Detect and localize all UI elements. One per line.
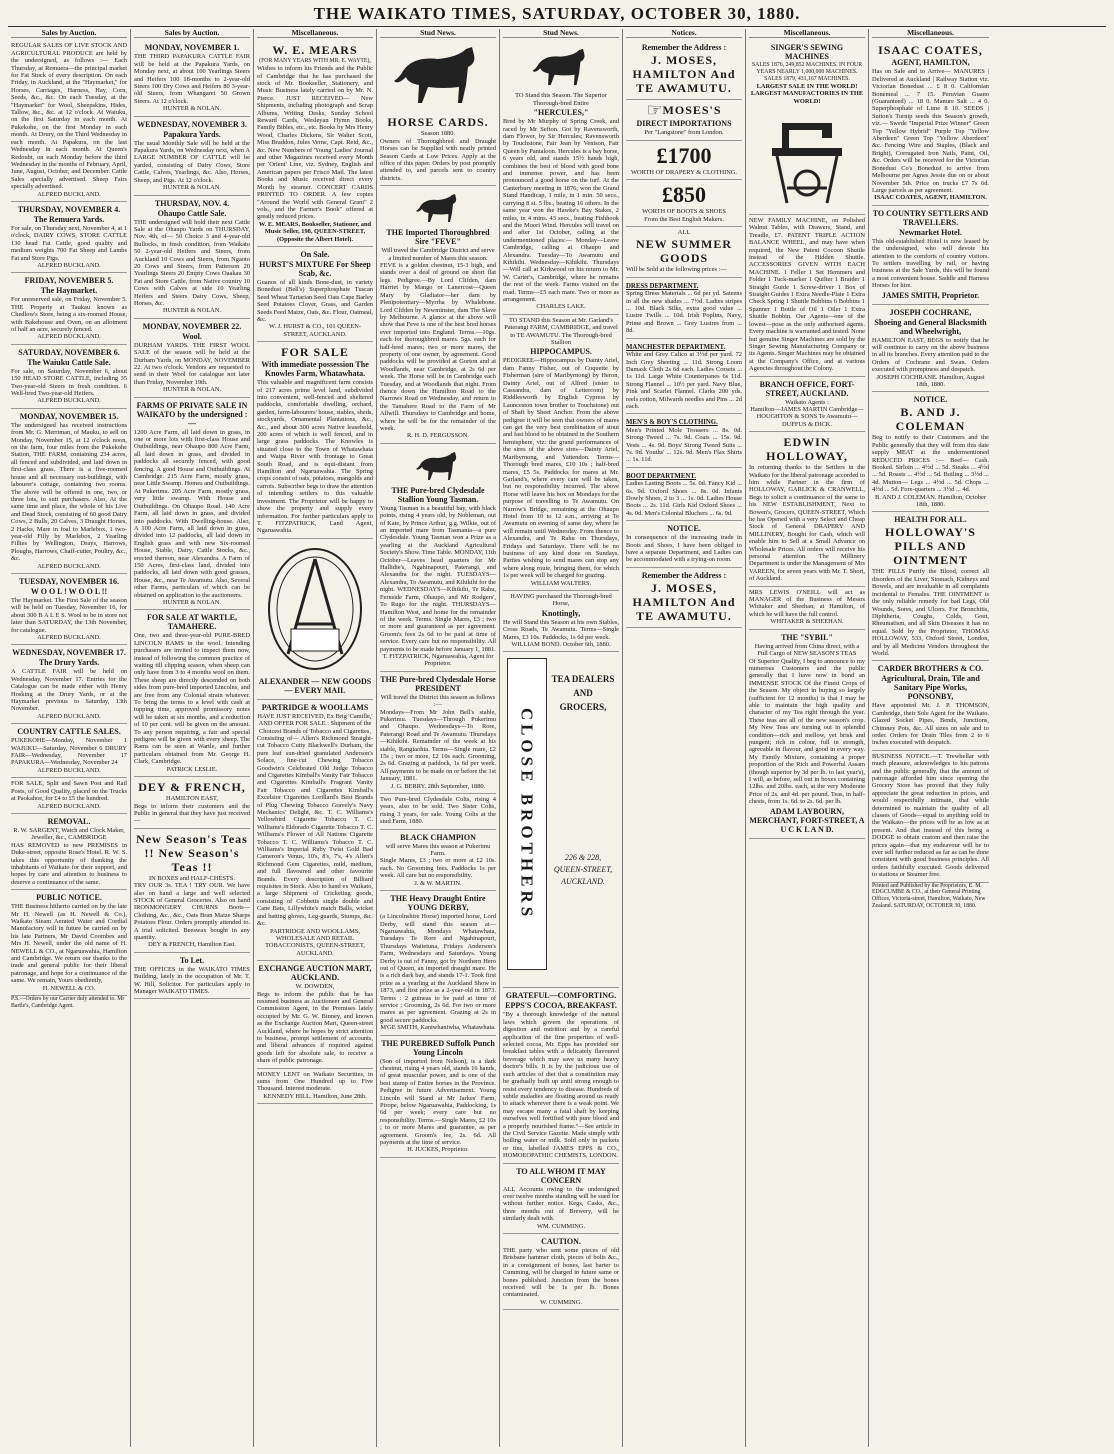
ad-moses-notice xyxy=(626,521,742,568)
ad-removal xyxy=(11,814,127,890)
ad-title: "HERCULES," xyxy=(533,108,589,118)
ad-title: WEDNESDAY, NOVEMBER 3. xyxy=(137,119,247,129)
column-heading: Notices. xyxy=(626,29,742,38)
ad-trewhellar xyxy=(872,751,989,883)
ad-text: Young Tasman is a beautiful bay, with black points, rising 4 years old, by Nobleman, out of Kate, by Prince Arthur, g.g. Wilkie, out of an imported mare from Tasmania—a pure Clydesdale. Young Tasman won a Prize as a yearling at the Auckland Agricultural Society's Show. Time Table. MONDAY, 11th October—Leaves head quarters for Mr Hallidie's, Ngahinapouri, Paterangi, and Alexandra for the night. TUESDAYS—Alexandra, To Awamutu, and Kihikihi for the night. WEDNESDAYS—Kihikihi, Te Rahu, Fernside Farm, Ohaupo, and Mr Rodgers', To Rugo for the night. THURSDAYS—Hamilton West, and home for the remainder of the week. Terms. Single Mares, £3 ; two or more and guaranteed as per agreement. Groom's fees 2s 6d to be paid at time of service. Every care but no responsibility. All payments to be made before January 1, 1881. xyxy=(380,504,496,653)
ad-wool xyxy=(11,574,127,645)
ad-sign: HUNTER & NOLAN. xyxy=(162,386,222,394)
ad-holloways-pills xyxy=(872,512,989,661)
ad-title: THE Imported Thoroughbred Sire "FEVE" xyxy=(386,228,490,247)
ad-sign: H. NEWELL & CO. xyxy=(42,984,96,992)
ad-sign: W. J. HURST & CO., 101 QUEEN-STREET, AUCKLAND. xyxy=(269,323,361,338)
ad-title: MONDAY, NOVEMBER 1. xyxy=(144,43,240,53)
banner-text: CLOSE BROTHERS xyxy=(517,708,537,921)
pointing-hand-icon: ☞ xyxy=(646,99,663,120)
ad-text: (a Lincolnshire Horse) imported horse, Lord Derby, will stand this season at— Ngaruawahia, Mondays Whatawhata, Tuesdays Te Rore and Ngahinapouri, Thursdays Waitetuna, Fridays Anderson's Farm, Wednesdays and Saturdays. Young Derby is out of Fanny, got by Northern Hero out of Queen, an imported draught mare. He is a rich dark bay, and stands 17-1. Took first prize as a yearling at the Auckland Show in 1873, and first prize as a 2-year-old in 1873. Terms : 2 guineas to be paid at time of service ; Grooming, 2s 6d. For two or more mares as per agreement. Grazing at 2s in good secure paddocks. xyxy=(380,913,496,1024)
ad-title: SATURDAY, NOVEMBER 6. xyxy=(18,347,120,357)
ad-text: In returning thanks to the Settlers in the Waikato for the liberal patronage accorded to him while Partner in the firm of HOLLOWAY, GARLICK & CRANWELL, Begs to solicit a continuance of the same to his NEW ESTABLISHMENT, Next to Bowen's, Grocers, QUEEN-STREET, Which he has Opened with a very Select and Cheap Stock of General DRAPERY AND MILLINERY, Bought for Cash, which will enable him to Sell at a Small Advance on Wholesale Prices. All orders will receive his personal attention. The Millinery Department is under the Management of Mrs VAREEN, for seven years with Mr. T. Short, of Auckland. xyxy=(749,464,865,583)
ad-sign: PATRICK LESLIE. xyxy=(166,765,218,773)
ad-text: A CATTLE FAIR will be held on Wednesday, November 17. Entries for the Catalogue can be made either with Henry Hosking at the Drury Yards, or at the Haymarket previous to Saturday, 13th November. xyxy=(11,668,127,713)
ad-title: BLACK CHAMPION xyxy=(400,832,476,842)
ad-title: FOR SALE xyxy=(281,345,349,360)
ad-text: Will be Sold at the following prices :— xyxy=(626,266,727,274)
ad-subtitle: TO STAND this Season at Mr. Garland's Paterangi FARM, CAMBRIDGE, and travel to TE AWAMUTU. The Thorough-bred Stallion xyxy=(504,316,618,346)
ad-sign: ALFRED BUCKLAND. xyxy=(37,712,101,720)
ad-subtitle: (FOR MANY YEARS WITH MR. E. WAYTE), xyxy=(259,58,371,65)
ad-text: Spring Dress Materials ... 6d per yd. Sateens in all the new shades ... 7½d. Ladies stripes ... 10d. Black Silks, extra good value ... Lustre Twills ... 10d. Irish Poplins, Navy, Prime and Brown ... Grey Lustres from ... 8d. xyxy=(626,290,742,335)
ad-text: J. MOSES, HAMILTON And TE AWAMUTU. xyxy=(632,53,736,96)
ad-title: BRANCH OFFICE, FORT-STREET, AUCKLAND. xyxy=(759,379,855,398)
dept-title: BOOT DEPARTMENT. xyxy=(626,472,697,480)
ad-text: (Son of imported from Nelson), is a dark chestnut, rising 4 years old, stands 16 hands, of great muscular power, and is one of the best stamp of Entire horses in the Province. Pedigree in future Advertisement. Young Lincoln will Stand at Mr Jarkes' Farm, Pirope, below Ngaruawahia, Paddocking, 1s 6d per week; every care but no responsibility. Terms.—Single Mares, £2 10s ; to or more Mares and guarantee, as per agreement. Groom's fee, 2s. 6d. All payments at the time of service. xyxy=(380,1057,496,1147)
ad-text: Of Superior Quality, I beg to announce to my numerous Customers and the public generally that I have now in bond an IMMENSE STOCK Of the Finest Crops of the Season. My object in buying so largely (sufficient for 12 months) is that I may be able to maintain the high quality and character of my Tea right through the year. These teas are all of the new season's crop. My New Teas are turning out in splendid condition—rich and mellow, yet brisk and pungent; rich in colour, full in strength, agreeable in flavour, and good in every way. My Family Mixture, containing a proper proportion of the Rich and Powerful Assam (though superior by 3d per lb. to last year's), I will, as before, sell out in boxes containing 12lbs. and 20lbs. each, at the very Moderate Price of 2s. and 4d. per pound. Teas, in half-chests, from 1s. 6d. to 2s. 6d. per lb. xyxy=(749,657,865,806)
ad-text: The undersigned has received instructions from Mr. G. Merriman, of Mauku, to sell on Monday, November 15, at 12 o'clock noon, on the farm, four miles from the Pukekohe Station, THE FARM, containing 234 acres, all fenced and subdivided, and laid down in first-class grass. There is a five-roomed house and all necessary out-buildings, with labourer's cottage, containing two rooms. The above will be offered in one, two, or three lots, to suit purchasers. Also, At the same time and place, the whole of his Live and Dead Stock, consisting of 60 good Dairy Cows, 2 Bulls, 20 Calves, 3 Draught Horses, 2 Hacks, Mare in foal to Marlebox, 1 two-year-old Filly by Marlebox, 2 Yearling Fillies by Wellington, Drays, Harrows, Ploughs, Harrows, Chaff-cutter, Poultry, &c., &c. xyxy=(11,421,127,563)
ad-subtitle: Will travel the District this season as follows :— xyxy=(380,693,496,709)
ad-title: On Sale. xyxy=(300,249,330,259)
ad-mears xyxy=(257,40,373,247)
ad-subtitle: FOR SALE AT WARTLE, TAMAHERE. xyxy=(147,613,237,632)
column-5 xyxy=(500,29,623,1447)
horse-icon xyxy=(408,449,468,483)
ad-hercules xyxy=(503,40,619,314)
column-heading: Stud News. xyxy=(503,29,619,38)
ad-subtitle: AGENT, HAMILTON, xyxy=(891,58,970,68)
ad-subtitle: Having arrived from China direct, with a Full Cargo of NEW SEASON'S TEAS xyxy=(754,642,860,658)
ad-subtitle: TEA DEALERS AND GROCERS, xyxy=(551,674,615,713)
ad-alexander-emblem xyxy=(257,539,373,700)
ad-subtitle: EPPS'S COCOA, BREAKFAST. xyxy=(505,1001,617,1011)
sewing-machine-icon xyxy=(757,108,857,208)
ad-subtitle: With immediate possession The Knowles Farm, Whatawhata. xyxy=(261,360,369,379)
ad-text: Ladies Lasting Boots ... 5s. 0d. Fancy Kid ... 6s. 9d. Oxford Shoes ... 8s. 0d. Infants Dowly Shoes, 2 to 3 ... 1s. 0d. Ladies House Boots ... 2s. 11d. Girls Kid Oxford Shoes ... 4s. 0d. Men's Colonial Bluchers ... 6s. 9d. xyxy=(626,480,742,517)
ad-sign: ALFRED BUCKLAND. xyxy=(37,634,101,641)
ad-sign: ALFRED BUCKLAND. xyxy=(37,333,101,341)
ad-text: Guanos of all kinds Bone-dust, in variety Bonedust (Bell's) Superphosphate Tuscan Seed Wheat Tartarian Seed Oats Cape Barley Seed Potatoes Clover, Grass, and Garden Seeds Feed Maize, Oats, &c. Flour, Oatmeal, &c. xyxy=(257,278,373,323)
ad-subtitle: Ohaupo Cattle Sale. xyxy=(157,208,227,218)
ad-drury xyxy=(11,645,127,724)
ad-sign: J. & W. MARTIN. xyxy=(414,879,462,887)
ad-sign: W. E. MEARS, Bookseller, Stationer, and Music Seller, 198, QUEEN-STREET, (Opposite the Albert Hotel). xyxy=(258,220,372,243)
ad-sign: WILLIAM BOND. October 6th, 1880. xyxy=(511,641,611,649)
ad-singer xyxy=(749,40,865,215)
ad-title: TUESDAY, NOVEMBER 16. xyxy=(19,576,119,586)
ad-text: REGULAR SALES OF LIVE STOCK AND AGRICULTURAL PRODUCE are held by the undersigned, as follows :— Each Thursday, at Remuera—the principal market for Fat Stock of every description. On each Friday, in Auckland, at the "Haymarket," for Horses, Carriages, Harness, Hay, Corn, Seeds, &c., &c. On each Tuesday, at the "Haymarket" for Wool, Sheepskins, Hides, Tallow, &c., &c. at 12 o'clock. At Waiuku, on the first Saturday in each month. At Pukekohe, on the first Monday in each month. At Drury, on the Third Wednesday in each month. At Papakura, on the last Wednesday in each month. At Queen's Redoubt, on each Monday before the third Wednesday in the months of February, April, June, August, October, and December. Cattle Sales specially advertised. Sheep Fairs specially advertised. xyxy=(11,42,127,191)
ad-sign: ALFRED BUCKLAND. xyxy=(37,766,101,774)
ad-title: THURSDAY, NOV. 4. xyxy=(154,198,230,208)
ad-subtitle: The Remuera Yards. xyxy=(33,214,105,224)
ad-title: PARTRIDGE & WOOLLAMS xyxy=(261,702,369,712)
ad-title: REMOVAL. xyxy=(47,816,91,826)
ad-money-lent xyxy=(257,1069,373,1105)
ad-amount-boots xyxy=(626,180,742,227)
ad-text: Consisting of— Allen's Richmond Straight-cut Tobacco Cutty Blackwell's Durham, the pure leaf sun-dried granulated Anderson's Solace, fine-cut Chewing Tobacco Goodwin's Celebrated Old Judge Tobacco and Cigarettes Kimball's Vanity Fair Tobacco and Cigarettes Kimball's Fragrant Vanity Fair Tobacco and Cigarettes Kimball's Excelsior Cigarettes Lorillard's Best Brands of Plug Chewing Tobacco Gravely's Navy Mechanics' Delight, &c. T. C. Williams's Yellowbird Cigarette Tobacco T. C. Williams's Eldorado Cigarette Tobacco T. C. Williams's Flower of All Nations Cigarette Tobacco T. C. Williams's Tobacco T. C. Williams's Imperial Ruby Twist Gold Bad Cameron's Venus, 10's, 8's, 7's, 4's Allen's Richmond Gem Cigarettes, mild, medium, and full flavoured and other favourite Brands. Every description of Billiard requisites in Stock. Also to hand ex Waikato, a large Shipment of Cricketing goods, consisting of Cobbetts single double and Cane Bats, Lillywhite's match Balls, wicket and batting gloves, Leg-guards, Stumps, &c. &c. xyxy=(257,734,374,928)
ad-hippocampus xyxy=(503,315,619,591)
ad-title: EXCHANGE AUCTION MART, AUCKLAND. xyxy=(258,964,372,983)
ad-subtitle: Will travel the Cambridge District and serve a limited number of Mares this season. xyxy=(381,247,495,262)
ad-knowles-farm xyxy=(257,342,373,539)
columns xyxy=(8,29,1106,1447)
ad-text: NEW FAMILY MACHINE, on Polished Walnut Tables, with Drawers, Stand, and Treadle, £7. PATENT TRIPLE ACTION BALANCE WHEEL, and may have when required, the New Patent Cocoon Shuttle instead of the Hidden Shuttle. ACCESSORIES GIVEN WITH EACH MACHINE. 1 Feller 1 Set Hemmers and Folder 1 Tuck-marker 1 Quilter 1 Braider 1 Straight Guide 1 Screw-driver 1 Box of Straight Guides 1 Extra Needle-Plate 1 Extra Check Spring 1 Shuttle Bobbins 6 Bobbins 1 Spanner 1 Bottle of Oil 1 Oiler 1 Extra Shuttle Bobbin. Our Agents—one of the lowest—pose as the only authorised agents. Every machine is warranted and tested. None but genuine Singer Machines are sold by the Singer Sewing Manufacturing Company or its Agents. Singer Machines may be obtained at the Company's Office, and at various Agencies throughout the Colony. xyxy=(749,217,865,373)
ad-sign: HUNTER & NOLAN. xyxy=(162,105,222,113)
ad-subtitle: The Haymarket. xyxy=(40,286,98,296)
ad-text: For unreserved sale, on Friday, November 5. THE Property at Taukau known as Chedlow's Store, being a six-roomed House, with Bakehouse and Oven, on an allotment of half an acre, securely fenced. xyxy=(11,296,127,333)
ad-boot-dept xyxy=(626,468,742,521)
ad-sign: ALFRED BUCKLAND. xyxy=(37,190,101,198)
ad-subtitle: WORTH OF BOOTS & SHOES xyxy=(642,208,726,216)
ad-posts xyxy=(11,778,127,814)
ad-sign: ADAM LAYBOURN, MERCHANT, FORT-STREET, A U C K L A N D. xyxy=(749,806,865,834)
ad-subtitle: Newmarket Hotel. xyxy=(899,227,962,237)
ad-text: 1200 Acre Farm, all laid down in grass, in one or more lots with first-class House and Outbuildings, near Ohaupo 800 Acre Farm, all laid down in grass, and divided in paddocks all securely fenced, with good fencing. A good House and Outbuildings. At Cambridge. 215 Acre Farm, mostly grass, near Little Swamp. Homes and Outbuildings. At Pukerimu. 205 Acre Farm, mostly grass, very little swamp. With House and Outbuildings. On Ohaupo Road. 140 Acre Farm, all laid down in grass, and divided into paddocks. With Dwelling-house. Also, A 100 Acre Farm, all laid down in grass, divided into 12 paddocks, all laid down in English grass and with new Six-roomed House, Stable, Dairy, Cattle Stocks, &c., erected thereon, near Alexandra. A Farm of 150 Acres, first-class land, divided into paddocks, all laid down with good grasses, House, &c., near Te Awamutu. Also, Several other Farms, particulars of which can be obtained on application to the auctioneers. xyxy=(134,428,250,599)
ad-subtitle: HAVE JUST RECEIVED, Ex Brig 'Camille,' AND OFFER FOR SALE : Shipment of the Choicest Brands of Tobacco and Cigarettes, xyxy=(257,712,373,735)
ad-text: "By a thorough knowledge of the natural laws which govern the operations of digestion and nutrition and by a careful application of the fine properties of well-selected cocoa, Mr. Epps has provided our breakfast tables with a delicately flavoured beverage which may save us many heavy doctor's bills. It is by the judicious use of such articles of diet that a constitution may be gradually built up until strong enough to resist every tendency to disease. Hundreds of subtle maladies are floating around us ready to attack wherever there is a weak point. We may escape many a fatal shaft by keeping ourselves well fortified with pure blood and a properly nourished frame."—See article in the Civil Service Gazette. Made simply with boiling water or milk. Sold only in packets or tins, labelled JAMES EPPS & CO., HOMOEOPATHIC CHEMISTS, LONDON. xyxy=(503,1011,619,1160)
ad-text: Begs to inform the public that he has resumed business as Auctioneer and General Commission Agent, in the Premises lately occupied by Mr. G. W. Binney, and known as the Exchange Auction Mart, Queen-street Auckland, where he hopes by strict attention to business, prompt settlement of accounts, and liberal advances if required against goods left for absolute sale, to receive a share of public patronage. xyxy=(257,990,373,1065)
ad-sign: WILLIAM WALTERS. xyxy=(530,579,592,587)
ad-text: The usual Monthly Sale will be held at the Papakura Yards, on Wednesday next, when A LARGE NUMBER OF CATTLE will be yarded, consisting of Dairy Cows, Store Cattle, Calves, Yearlings, &c. Also, Horses, Sheep, and Pigs. At 12 o'clock. xyxy=(134,139,250,184)
ad-sign: JOSEPH COCHRANE. Hamilton, August 18th, 1880. xyxy=(876,373,985,388)
ad-title: HORSE CARDS. xyxy=(387,115,489,130)
ad-title: GRATEFUL—COMFORTING. xyxy=(505,991,617,1001)
ad-ohaupo-sale xyxy=(134,196,250,319)
close-brothers-banner xyxy=(507,658,547,970)
ad-text: White and Grey Calico at 3½d per yard. 72 Inch Grey Sheeting ... 11d. Strong Loom Damask Cloth 2s 6d each. Ladies Corsets ... 1s 11d. Large White Counterpanes 6s 11d. Strong Flannel ... 10½ per yard. Navy Blue, Pink and Scarlet Flannel. Clarks 200 yds. reels cotton, Milwards needles and Pins ... 2d each. xyxy=(626,351,742,410)
ad-text: J. MOSES, HAMILTON And TE AWAMUTU. xyxy=(632,580,736,623)
ad-text: DURHAM YARDS. THE FIRST WOOL SALE of the season will be held at the Durham Yards, on MONDAY, NOVEMBER 22. At two o'clock. Vendors are requested to send in their Wool for catalogue not later than Friday, November 19th. xyxy=(134,341,250,386)
column-heading: Sales by Auction. xyxy=(11,29,127,38)
ad-merriman-farm xyxy=(11,409,127,574)
ad-text: Wishes to inform his Friends and the Public of Cambridge that he has purchased the stock of Mr. Bookseller, Stationery, and Music Business lately carried on by Mr. N. Pierce. JUST RECEIVED— New Shipments, including photograph and Scrap Albums, Writing Desks, Sunday School Reward Cards, Wesleyan Hymn Books, Family Bibles, etc., etc. Books by Mrs Henry Wood, Charles Dickens, Sir Walter Scott, Miss Braddon, Jules Verne, Capt. Reid, &c., &c. New Numbers of 'Young' Ladies' Journal and other Magazines received every Month per 'Orient' Line, viz. Sydney, English and American papers per Frisco Mail. The latest Books and Music received direct every Month by steamer. CONCERT CARDS PRINTED TO ORDER. A few copies "Around the World with General Grant" 2 vols., and the Farmer's Book" offered at greatly reduced prices. xyxy=(257,65,373,221)
ad-subtitle: DIRECT IMPORTATIONS xyxy=(636,119,732,129)
ad-sign: ALFRED BUCKLAND. xyxy=(37,802,101,810)
horse-icon xyxy=(526,45,596,89)
ad-carder-brothers xyxy=(872,661,989,750)
ad-haymarket xyxy=(11,273,127,344)
ad-title: CARDER BROTHERS & CO. xyxy=(877,664,984,674)
ad-feve xyxy=(380,186,496,444)
ad-sign: HUNTER & NOLAN. xyxy=(162,598,222,606)
ad-subtitle: The Drury Yards. xyxy=(38,658,100,668)
ad-subtitle: will serve Mares this season at Pukerimu Farm. xyxy=(385,842,491,858)
ad-text: For sale, on Saturday, November 6, about 150 HEAD STORE CATTLE, including 35 Two-year-old Steers in fresh condition. 6 Well-bred Two-year-old Heifers. xyxy=(11,367,127,398)
dept-title: DRESS DEPARTMENT. xyxy=(626,282,699,290)
ad-title: ISAAC COATES, xyxy=(878,43,983,58)
ad-sign: DEY & FRENCH, Hamilton East. xyxy=(148,941,236,949)
ad-black-champion xyxy=(380,830,496,891)
imprint: Printed and Published by the Proprietors, E. M. EDGCUMBE & CO., at their General Printing Offices, Victoria-street, Hamilton, Waikato, New Zealand. SATURDAY, OCTOBER 30, 1880. xyxy=(872,882,986,910)
ad-young-derby xyxy=(380,891,496,1036)
horse-icon xyxy=(408,191,468,225)
ad-title: THE Pure-bred Clydesdale Horse PRESIDENT xyxy=(380,674,496,693)
ad-text: TRY OUR 3s. TEA ! TRY OUR. We have also on hand a large and well selected STOCK of General Groceries. Also on hand IRONMONGERY CHURNS Boots—Clothing, &c., &c., Oats Bran Maize Sharps Potatoes Flour. Orders promptly attended to. A trial solicited. Beeswax bought in any quantity. xyxy=(134,882,250,941)
ad-young-tasman xyxy=(380,444,496,672)
ad-subtitle: Wool. xyxy=(182,331,202,341)
ad-subtitle: SALES 1876, 249,852 MACHINES. IN FOUR YEARS NEARLY 1,000,000 MACHINES. SALES 1879, 431,167 MACHINES. xyxy=(751,62,863,82)
ad-subtitle: Agricultural, Drain, Tile and Sanitary Pipe Works, PONSONBY, xyxy=(881,674,980,702)
ad-text: THE OFFICES in the WAIKATO TIMES Building, lately in the occupation of Mr. T. W. Hill, Solicitor. For particulars apply to Manager WAIKATO TIMES. xyxy=(134,965,250,995)
column-2 xyxy=(131,29,254,1447)
ad-title: PUBLIC NOTICE. xyxy=(36,893,102,903)
ad-title: New Season's Teas !! New Season's Teas !! xyxy=(136,831,248,874)
ad-title: JOSEPH COCHRANE, xyxy=(889,307,972,317)
ad-address: 226 & 228, QUEEN-STREET, AUCKLAND. xyxy=(553,853,613,887)
ad-title: W. E. MEARS xyxy=(272,43,358,58)
ad-subtitle: The Waiuku Cattle Sale. xyxy=(27,357,111,367)
ad-papakura-fair xyxy=(134,40,250,116)
ad-sign: PARTRIDGE AND WOOLLAMS, WHOLESALE AND RETAIL TOBACCONISTS, QUEEN-STREET, AUCKLAND. xyxy=(265,927,365,957)
ad-subtitle: Shoeing and General Blacksmith and Wheelwright, xyxy=(874,317,987,336)
ad-subtitle: TO Stand this Season. The Superior Thorough-bred Entire xyxy=(515,92,607,107)
ad-title: To Let. xyxy=(179,955,205,965)
ad-text: Owners of Thoroughbred and Draught Horses can be Supplied with neatly printed Season Cards at Low Prices. Apply at the office of this paper. Orders by post promptly attended to, and parcels sent to country districts. xyxy=(380,137,496,182)
ad-coleman xyxy=(872,392,989,512)
ad-hurst xyxy=(257,247,373,342)
ad-title: THE Heavy Draught Entire YOUNG DERBY, xyxy=(390,894,486,913)
ad-text: MRS LEWIS O'NEILL will act as MANAGER of the Business of Messrs Whitaker and Sheehan, at Hamilton, of which he will have the full control. xyxy=(749,588,865,618)
ad-text: One, two and three-year-old PURE-BRED LINCOLN RAMS in the wool. Intending purchasers are invited to inspect them now, instead of following the common practice of waiting till clipping season, when sheep can only have from 3 to 4 months wool on them. These sheep are directly descended on both sides from pure-bred imported Lincolns, and are free from any Colonial strain whatever. To bring the terms to a level with cash at tupping time, approved promissory notes will be taken at six months, and a reduction of 10 per cent. will be given on the amount. To any person requiring, a fair and special pedigree will be given with every sheep. The Rams can be seen at Wartle, and further particulars obtained from Mr. George H. Clark, Cambridge. xyxy=(134,632,250,766)
column-6 xyxy=(623,29,746,1447)
alexander-emblem-icon xyxy=(263,544,368,674)
ad-title: MONDAY, NOVEMBER 22. xyxy=(142,321,242,331)
ad-text: THE THIRD PAPAKURA CATTLE FAIR will be held at the Papakura Yards, on Monday next, at about 100 Yearlings Steers and Heifers 100 18-months to 2-year-old Steers 100 Dry Cows and Heifers 80 3-year-old Steers, from Whangarei 50 Grown Steers. At 12 o'clock. xyxy=(134,53,250,105)
ad-subtitle: HOLLOWAY'S PILLS AND OINTMENT xyxy=(885,525,976,568)
ad-title: SINGER'S SEWING MACHINES xyxy=(770,43,844,62)
ad-edwin-holloway xyxy=(749,432,865,587)
ad-text: Per "Langstone" from London. xyxy=(644,129,724,137)
ad-sign: R. H. D. FERGUSSON. xyxy=(407,432,469,440)
column-8 xyxy=(869,29,992,1447)
horse-icon xyxy=(388,41,488,109)
ad-young-lincoln xyxy=(380,1036,496,1158)
ad-title: CAUTION. xyxy=(541,1237,581,1246)
ad-title: FRIDAY, NOVEMBER 5. xyxy=(24,276,114,286)
ad-text: Beg to notify to their Customers and the Public generally that they will from this date supply MEAT at the undermentioned REDUCED PRICES :— Beef— Cash. Booked. Sirloin ... 4½d ... 5d. Steaks ... 4½d ... 5d. Roasts ... 4½d ... 5d. Boiling ... 3½d ... 4d. Mutton— Legs ... 4½d ... 5d. Chops ... 4½d ... 5d. Fore-quarters ... 3½d ... 4d. xyxy=(872,434,989,494)
dept-title: MEN'S & BOY'S CLOTHING. xyxy=(626,419,718,427)
ad-text: Begs to inform their customers and the Public in general that they have just received— xyxy=(134,802,250,825)
ad-sign: CHARLES LAKE. xyxy=(536,303,586,311)
ad-singer-details xyxy=(749,215,865,377)
ad-text: Men's Printed Mole Trousers ... 8s. 0d. Strong Tweed ... 7s. 9d. Coats ... 15s. 9d. Vests ... 4s. 9d. Boys' Strong Tweed Suits ... 7s. 9d. Youths' ... 12s. 9d. Men's Flax Shirts ... 1s. 11d. xyxy=(626,426,742,464)
ad-title: WEDNESDAY, NOVEMBER 17. xyxy=(12,648,126,658)
ad-text: Hamilton—JAMES MARTIN Cambridge—HOUGHTON & SONS Te Awamutu—DUFFUS & DICK. xyxy=(750,405,864,428)
ad-text: In consequence of the increasing trade in Boots and Shoes, I have been obliged to have a separate Department, and Ladies can be accommodated with a trying-on room. xyxy=(626,534,742,564)
ad-epps-cocoa xyxy=(503,988,619,1163)
ad-singer-branch xyxy=(749,377,865,433)
ad-subtitle: Season 1880. xyxy=(420,130,456,138)
ad-title: ALEXANDER — NEW GOODS — EVERY MAIL xyxy=(258,676,372,695)
ad-dress-dept xyxy=(626,278,742,339)
ad-title: MOSES'S xyxy=(662,103,722,118)
ad-exchange-auction xyxy=(257,961,373,1068)
ad-title: NOTICE. xyxy=(667,524,701,534)
ad-text: PEDIGREE—Hippocampus by Dainty Ariel, dam Fanny Fisher, out of Coquette by Fisherman (sire of Maribyrnong) by Heron, Dainty Ariel, out of Alfred (sister to Cassandra, dam of Lettercom) by Riddlesworth by English Cypress by Launceston town brother to Touchstone) out of Shaft by Sheet Anchor. From the above pedigree it will be seen that owners of mares can get the very best combination of stout and fast blood to be obtained in the Southern hemisphere, viz: the grand performances of the sires of the above sires—Dainty Ariel, Maribyrnong, and Yattendon. Terms—Thorough bred mares, £10 10s ; half-bred mares, £5 5s. Paddocks for mares at Mr. Garland's, where every care will be taken, but no responsibility incurred. The above Horse will leave his box on Mondays for the purpose of travelling to Te Awamutu. On Narrow's Bridge, remaining at the Ohaupo Hotel from 10 to 12 a.m., arriving at Te Awamutu on evening of same day, where he will remain until Wednesday. From thence to Alexandra, and Te Rahu on Thursdays, Fridays and Saturdays. There will be no business of any kind done on Sundays. Parties wishing to send mares can stop any where along route, bringing them, for which 1s per week will be charged for grazing. xyxy=(503,357,619,580)
ad-sign: ALFRED BUCKLAND. xyxy=(37,562,101,570)
amount: £850 xyxy=(662,182,706,208)
ad-text: THE Business hitherto carried on by the late Mr H. Newell (as H. Newell & Co.), Waikato Steam Aerated Water and Cordial Manufactory will in future be carried on by his late Partners, Mr David Coombes and Mrs H. Newell, under the old name of H. NEWELL & CO., at Ngaruawahia, Hamilton and Cambridge. We return our thanks to the trade and general public for their liberal patronage, and hope for a continuance of the same. We remain, Yours obediently, xyxy=(11,903,127,985)
ad-subtitle: HURST'S MIXTURE For Sheep Scab, &c. xyxy=(259,259,371,278)
ad-to-let xyxy=(134,953,250,1000)
column-3 xyxy=(254,29,377,1447)
ad-cochrane xyxy=(872,305,989,393)
ad-new-summer-goods xyxy=(626,227,742,278)
ad-horse-cards xyxy=(380,112,496,186)
ad-country-sales xyxy=(11,724,127,778)
ad-text: For sale, on Thursday next, November 4, at 1 o'clock, DAIRY COWS, STORE CATTLE 130 head Fat Cattle, good quality and medium weights 700 Fat Sheep and Lambs Fat and Store Pigs. xyxy=(11,224,127,262)
ad-text: Two Pure-bred Clydesdale Colts, rising 4 years, also to be sold. Two Sister Colts, rising 3 years, for sale. Young Colts at the stud Farm, 1880. xyxy=(380,796,496,826)
column-7 xyxy=(746,29,869,1447)
column-heading: Stud News. xyxy=(380,29,496,38)
ad-subtitle: Waikato Agents : xyxy=(785,398,829,406)
ad-subtitle: ALL xyxy=(677,229,691,237)
ad-whitaker-sheehan xyxy=(749,587,865,630)
ad-newmarket-hotel xyxy=(872,206,989,305)
ad-sign: J. G. BERRY. 28th September, 1880. xyxy=(390,782,486,790)
ad-sign: ALFRED BUCKLAND. xyxy=(37,261,101,269)
ad-subtitle: W O O L ! W O O L !! xyxy=(30,586,108,596)
ad-moses-address-top xyxy=(626,40,742,100)
ad-subtitle: HAMILTON EAST, xyxy=(165,795,219,803)
ad-sign: HUNTER & NOLAN. xyxy=(162,184,222,192)
ad-farms xyxy=(134,398,250,611)
column-heading: Sales by Auction. xyxy=(134,29,250,38)
ad-text: Mondays—From Mr John Bell's stable, Pukerimu. Tuesdays—Through Pukerimu and Ohaupo. Wednesdays—To Rore, Paterangi Road and Te Awamutu. Thursdays—Kihikihi. Remainder of the week at his stable, Rangiaohia. Terms—Single mare, £2 15s ; two or more, £2 10s each. Grooming, 2s 6d. Grazing at paddock, 1s 6d per week. All payments to be made on or before the 1st January, 1881. xyxy=(380,708,496,783)
ad-moses-importations xyxy=(626,100,742,140)
ad-title: THE Pure-bred Clydesdale Stallion Young Tasman. xyxy=(391,485,485,504)
ad-text: Have appointed Mr. J. P. THOMSON, Cambridge, their Sole Agent for the Waikato. Glazed Socket Pipes, Bends, Junctions, Chimney Pots, &c. All sizes on sale and to order. Orders for Drain Tiles from 2 to 6 inches executed with despatch. xyxy=(872,702,989,747)
ad-title: THURSDAY, NOVEMBER 4. xyxy=(17,204,121,214)
column-heading: Miscellaneous. xyxy=(749,29,865,38)
ad-durham-wool xyxy=(134,319,250,398)
ad-postscript: P.S.—Orders by our Carrier duly attended to. Mr Bartle's, Cambridge Agent. xyxy=(11,996,125,1009)
masthead: THE WAIKATO TIMES, SATURDAY, OCTOBER 30, 1880. xyxy=(8,4,1106,27)
ad-papakura-yards xyxy=(134,117,250,196)
ad-amount-drapery xyxy=(626,141,742,180)
ad-clothing-dept xyxy=(626,414,742,467)
ad-remuera xyxy=(11,202,127,273)
ad-title: HIPPOCAMPUS. xyxy=(530,347,592,357)
ad-caution xyxy=(503,1234,619,1310)
ad-text: MONEY LENT on Waikato Securities, in sums from One Hundred up to Five Thousand. Interest moderate. xyxy=(257,1070,373,1093)
ad-knottingly xyxy=(503,591,619,652)
ad-text: This valuable and magnificent farm consists of 217 acres prime level land, subdivided into convenient, well-fenced and sheltered paddocks, comfortable dwelling, orchard, garden, farm-labourers' house, stables, sheds, stockyards, Ornamental Plantations, &c., &c., and about 300 acres Native leasehold, 200 acres of which is well fenced, and in large grass paddocks. The Knowles is situated close to the Town of Whatawhata and Waipa River with frontage to Great South Road, and is equi-distant from Hamilton and Ngaruawahia. The Spring crops consist of oats, potatoes, mangolds and carrots. Subscriber begs to draw the attention of intending settlers to this valuable investment. The Proprietor will be happy to show the property and supply every information. For further particulars apply to T. FITZPATRICK, Land Agent, Ngaruawahia. xyxy=(257,379,373,535)
column-heading: Miscellaneous. xyxy=(257,29,373,38)
ad-sign: B. AND J. COLEMAN. Hamilton, October 18th, 1880. xyxy=(875,493,986,509)
ad-sign: M'GE SMITH, Kaniwhaniwha, Whatawhata. xyxy=(380,1024,496,1032)
ad-isaac-coates xyxy=(872,40,989,205)
ad-waiuku xyxy=(11,345,127,409)
ad-lincoln-rams xyxy=(134,610,250,777)
ad-close-brothers xyxy=(503,652,619,988)
ad-accounts-owing xyxy=(503,1164,619,1234)
column-heading: Miscellaneous. xyxy=(872,29,989,38)
ad-colts xyxy=(380,794,496,830)
ad-sign: H. JUCKES, Proprietor. xyxy=(407,1146,469,1154)
column-1 xyxy=(8,29,131,1447)
ad-sybil-teas xyxy=(749,630,865,839)
ad-subtitle: WORTH OF DRAPERY & CLOTHING. xyxy=(630,168,738,176)
ad-title: EDWIN HOLLOWAY, xyxy=(766,435,848,464)
ad-subtitle: W. DOWDEN, xyxy=(295,983,335,991)
ad-subtitle: FARMS OF PRIVATE SALE IN WAIKATO by the undersigned :— xyxy=(136,400,248,428)
ad-text: PUKEKOHE—Monday, November 1 WAIUKU—Saturday, November 6 DRURY FAIR—Wednesday, November 17 PAPAKURA—Wednesday, November 24 xyxy=(11,737,127,767)
ad-sign: WHITAKER & SHEEHAN. xyxy=(770,618,844,626)
amount: £1700 xyxy=(656,142,712,168)
ad-title: Knottingly, xyxy=(541,608,581,618)
ad-new-season-teas xyxy=(134,829,250,953)
ad-subtitle: R. W. SARGENT, Watch and Clock Maker, Jeweller, &c., CAMBRIDGE xyxy=(13,826,125,842)
ad-regular-sales xyxy=(11,40,127,202)
ad-sign: KENNEDY HILL. Hamilton, June 28th. xyxy=(263,1092,367,1100)
ad-text: Has on Sale and to Arrive— MANURES | Delivered at Auckland | Railway Station viz. Victorian Bonedust ... £ 8 0. Californian Bonemeal ... 7 15. Peruvian Guano (Guaranteed) ... 18 0. Manure Salt ... 4 0. Superphosphate of Lime 8 10. SEEDS | Sutton's Turnip seeds this Season's growth, viz.— Swede "Imperial Prize Winner" Green Top "Yellow Hybrid" Purple Top "Yellow Aberdeen" Green Top "Yellow Aberdeen" &c. Fencing Wire and Staples, (Black and Bright), Corrugated Iron Nails, Paint, Oil, &c. Orders will be received for the Victorian Bonedust Co's Bonedust to arrive from Melbourne per Agnes Jessie due on or about November 5th. Price on trucks £7 7s 6d. Large parcels as per agreement. xyxy=(872,68,989,194)
ad-text: This old-established Hotel is now leased by the undersigned, who will devote his attention to the comforts of country visitors. To settlers travelling by rail, or having business at the Sale Yards, this will be found a most convenient house. Saddle and Harness Horses for hire. xyxy=(872,237,989,290)
ad-public-notice xyxy=(11,890,127,996)
ad-president xyxy=(380,672,496,794)
ad-sign: ISAAC COATES, AGENT, HAMILTON. xyxy=(874,194,987,202)
ad-text: Bred by Mr Murphy of Spring Creek, and raced by Mr Sefton. Got by Ravensworth, dam Flower, by Sir Hercules; Ravensworth by Touchstone, Fair Jean by Venison, Fair Queen by Pantaloon. Hercules is a bay horse, 6 years old, and stands 15½ hands high, combines the best of blood with good bone and immense power, and has been pronounced a good horse on the turf. At the Canterbury meeting in 1876, won the Grand Stand Handicap, 1 mile, in 1 min. 50 secs., carrying 8 st. 5 lbs., beating 16 others. In the same year won the Hawke's Bay Stakes, 2 miles, in 4 mins. 43 secs., beating Fishhook and the Moori Wind. Hercules will travel on and after 1st October, calling at the undermentioned places:— Monday—Leave Cambridge, calling at Ohaupo and Alexandra. Tuesday—To Awamutu and Kihikihi. Wednesday—Kihikihi. Thursdays—Will call at Kirkwood on his return to Mr. W. Carter's, Cambridge, where he remains the rest of the week. Farms visited on the road. Terms—£5 each mare. Two or more as arrangement. xyxy=(503,118,619,303)
ad-title: NEW SUMMER GOODS xyxy=(635,237,733,266)
ad-manchester-dept xyxy=(626,339,742,415)
ad-text: ALL Accounts owing to the undersigned over twelve months standing will be sued for without further notice. Kegs, Casks, &c., three months out of Brewery, will be similarly dealt with. xyxy=(503,1185,619,1223)
ad-text: THE PILLS Purify the Blood, correct all disorders of the Liver, Stomach, Kidneys and Bowels, and are invaluable in all complaints incidental to Females. THE OINTMENT is the only reliable remedy for bad Legs, Old Wounds, Sores, and Ulcers. For Bronchitis, Diphtheria, Coughs, Colds, Gout, Rheumatism, and all Skin Diseases it has no equal. Sold by the Proprietor, THOMAS HOLLOWAY, 533, Oxford Street, London, and by all Medicine Vendors throughout the World. xyxy=(872,568,989,657)
ad-text: THE undersigned will hold their next Cattle Sale at the Ohaupo Yards on THURSDAY, Nov. 4th, of— 50 Choice 3 and 4-year-old Bullocks, in fresh condition, from Waikato 50 2-year-old Heifers and Steers, from Auckland 10 Cows and Steers, from Ngaoto 20 Cows and Steers, from Patterson 20 Yearlings Steers 20 Empty Cows Oaakau 30 Fat and Store Cattle, from Native country 10 Cows with Calves at side 10 Yearling Heifers and Steers Dairy Cows, Sheep, Horses, &c. xyxy=(134,218,250,307)
ad-title: DEY & FRENCH, xyxy=(138,780,246,795)
ad-sign: W. CUMMING. xyxy=(540,1298,582,1306)
ad-text: He will Stand this Season at his own Stables, Cross Roads, Te Awamutu. Terms—Single Mares, £3 10s. Paddocks, 1s 6d per week. xyxy=(503,618,619,641)
ad-partridge-woollams xyxy=(257,700,373,961)
ad-title: TO COUNTRY SETTLERS AND TRAVELLERS. xyxy=(872,208,989,227)
ad-text: The Haymarket. The First Sale of the season will be held on Tuesday, November 16, for about 300 B A L E S. Wool to be in store not later than SATURDAY, the 13th November, for catalogue. xyxy=(11,596,127,634)
ad-subtitle: IN BOXES and HALF-CHESTS. xyxy=(149,874,235,882)
ad-sign: ALFRED BUCKLAND. xyxy=(37,397,101,405)
ad-dey-french xyxy=(134,777,250,829)
ad-title: Remember the Address : xyxy=(641,570,727,580)
ad-subtitle: Papakura Yards. xyxy=(163,129,221,139)
ad-subtitle: B. AND J. COLEMAN xyxy=(895,405,966,434)
ad-text: FEVE is a golden chestnut, 15-3 high, and stands over a deal of ground on short flat legs. Pedigree.—By Lord Clifden, dam Harriet by Mango or Lanercost—Queen Mary by Gladiator—her dam by Plenipotentiary—Myrrha by Whalebone. Lord Clifden by Newminster, dam The Slave by Melbourne. A glance at the above will show that Feve is one of the best bred horses ever imported into England. Terms.—10gs. each for thoroughbred mares. 5gs. each for half-bred mares; two or more mares, the property of one owner, by agreement. Good paddocks will be provided at Gorton and at Woodlands, near Cambridge, at 2s 6d per week. The Horse will be in Cambridge each Tuesday, and at Woodlands that night. From thence down the Hamilton Road to the Narrows Road on Wednesday, and return to the Tamahere Road to the Farm of Mr Allwill. Thursdays to Cambridge and home, where he will be for the remainder of the week. xyxy=(380,262,496,432)
ad-text: HAMILTON EAST, BEGS to notify that he will continue to carry on the above business in all its branches. Every attention paid to the Orders of Cochrane and Swan. Orders executed with promptness and despatch. xyxy=(872,336,989,374)
ad-title: NOTICE. xyxy=(913,395,948,405)
ad-text: From the Best English Makers. xyxy=(644,215,724,223)
column-4 xyxy=(377,29,500,1447)
ad-text: HAS REMOVED to new PREMISES in Duke-street, opposite Rose's Hotel. R. W. S. takes this opportunity of thanking the inhabitants of Waikato for their support, and hopes by care and attention to business to deserve a continuance of the same. xyxy=(11,841,127,886)
ad-title: TO ALL WHOM IT MAY CONCERN xyxy=(516,1166,606,1185)
ad-title: THE "SYBIL" xyxy=(781,632,833,642)
ad-title: HEALTH FOR ALL. xyxy=(894,515,967,525)
ad-moses-address-bottom xyxy=(626,568,742,628)
ad-text: THE party who sent some pieces of old Brisbane hammer cloth, pieces of bolts &c., in a consignment of bones, last barter to Cumming, will be charged in future same or bones published. Junction from the bones received will be 1s per lb. Bones contaminated. xyxy=(503,1247,619,1299)
ad-sign: HUNTER & NOLAN. xyxy=(162,307,222,315)
ad-title: Remember the Address : xyxy=(641,43,727,53)
ad-subtitle: HAVING purchased the Thorough-bred Horse, xyxy=(510,593,612,608)
ad-sign: T. FITZPATRICK, Ngaruawahia, Agent for Proprietor. xyxy=(382,652,494,668)
ad-title: MONDAY, NOVEMBER 15. xyxy=(19,411,119,421)
ad-text: Single Mares, £3 ; two or more at £2 10s. each. No Grooming fees. Paddocks 1s per week. All care but no responsibility. xyxy=(380,857,496,880)
ad-title: COUNTRY CATTLE SALES. xyxy=(17,727,121,737)
ad-text: LARGEST SALE IN THE WORLD! LARGEST MANUFACTORIES IN THE WORLD! xyxy=(750,82,864,105)
ad-text: FOR SALE, Split and Sawn Post and Rail Posts, of Good Quality, placed on the Trucks at Paokahoe, for £4 to £5 the hundred. xyxy=(11,780,127,803)
ad-title: THE PUREBRED Suffolk Punch Young Lincoln xyxy=(381,1038,495,1057)
ad-text: BUSINESS NOTICE.—T. Trewhellar with much pleasure, acknowledges to his patrons and the public generally, that the amount of patronage afforded him since opening the Grocery Store has proved that they fully appreciate the great reduction in prices, and would respectfully intimate, that while determined to maintain the quality of all classes of Goods—equal to anything sold in the Waikato—the prices will be as low as at present. And that instead of this being a DODGE to obtain custom and then raise the prices again—that my endeavour will be to ever sell further reduced as far as can be done consistent with good business principles. All orders faithfully executed. Goods delivered to stations or Steamer free. xyxy=(872,752,989,879)
ad-sign: JAMES SMITH, Proprietor. xyxy=(881,290,980,300)
ad-sign: WM. CUMMING. xyxy=(536,1222,586,1230)
dept-title: MANCHESTER DEPARTMENT. xyxy=(626,343,726,351)
